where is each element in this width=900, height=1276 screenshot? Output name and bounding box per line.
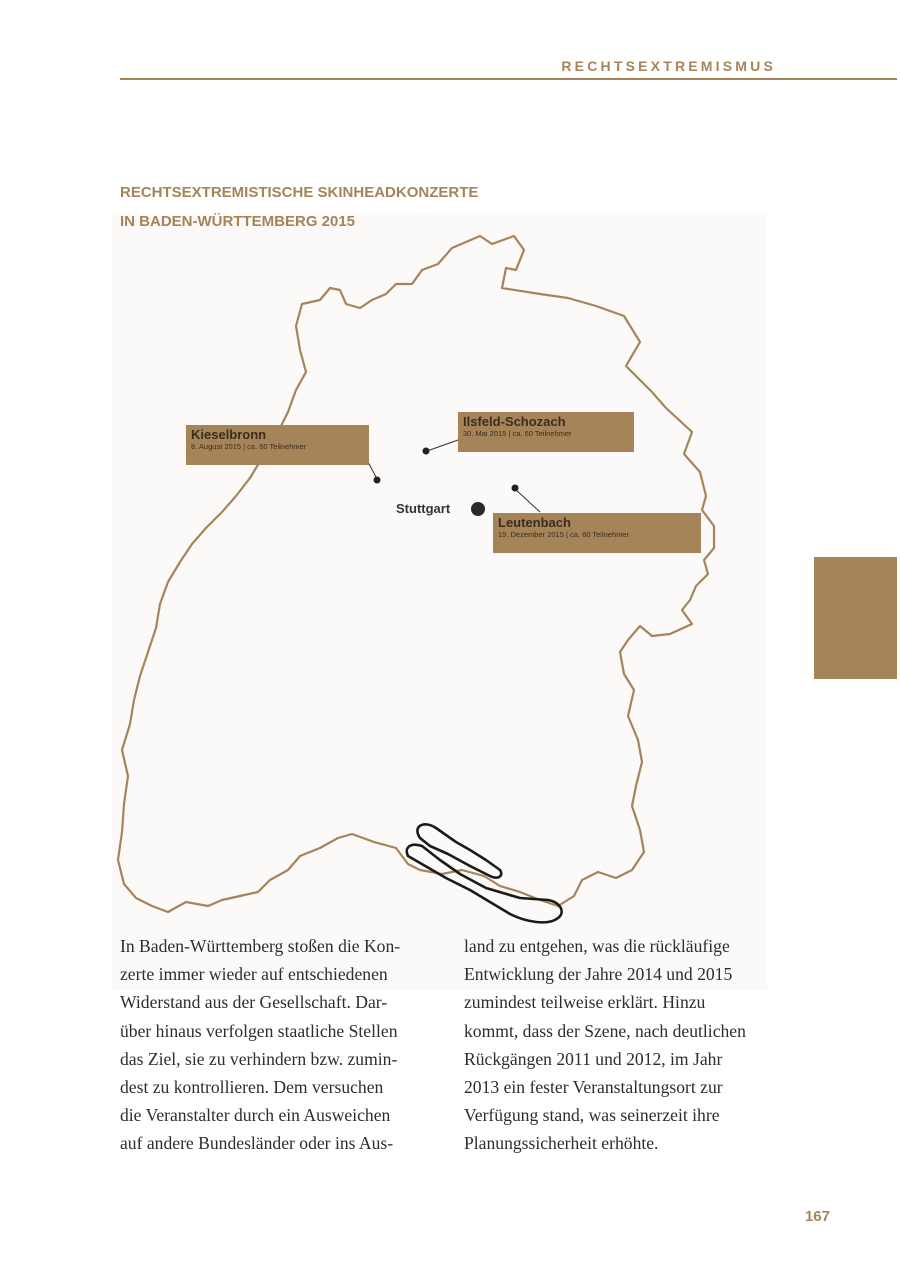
leutenbach-leader xyxy=(515,489,540,512)
body-line: land zu entgehen, was die rückläufige xyxy=(464,936,730,956)
body-line: über hinaus verfolgen staatliche Stellen xyxy=(120,1020,398,1041)
map-title-line-2: IN BADEN-WÜRTTEMBERG 2015 xyxy=(120,213,356,230)
stuttgart-dot xyxy=(471,502,485,516)
body-line: zerte immer wieder auf entschiedenen xyxy=(120,964,388,985)
state-border xyxy=(118,236,714,912)
section-header: RECHTSEXTREMISMUS xyxy=(561,58,776,74)
marker-place: Kieselbronn xyxy=(191,427,267,442)
marker-place: Ilsfeld-Schozach xyxy=(463,414,566,429)
body-line: auf andere Bundesländer oder ins Aus- xyxy=(120,1133,394,1154)
body-line: kommt, dass der Szene, nach deutlichen xyxy=(464,1020,746,1041)
marker-detail: 8. August 2015 | ca. 60 Teilnehmer xyxy=(191,442,307,451)
body-line: zumindest teilweise erklärt. Hinzu xyxy=(464,992,706,1013)
chapter-thumb-tab xyxy=(814,557,897,679)
body-line: die Veranstalter durch ein Ausweichen xyxy=(120,1105,391,1126)
body-text-left xyxy=(120,932,432,1158)
body-line: Verfügung stand, was seinerzeit ihre xyxy=(464,1105,720,1126)
ilsfeld-dot xyxy=(423,448,430,455)
body-line: 2013 ein fester Veranstaltungsort zur xyxy=(464,1077,723,1098)
marker-place: Leutenbach xyxy=(498,515,571,530)
body-text-right xyxy=(464,932,780,1158)
kieselbronn-dot xyxy=(374,477,381,484)
body-line: Widerstand aus der Gesellschaft. Dar- xyxy=(120,992,388,1013)
map-title-line-1: RECHTSEXTREMISTISCHE SKINHEADKONZERTE xyxy=(120,184,479,201)
body-line: Rückgängen 2011 und 2012, im Jahr xyxy=(464,1048,723,1069)
body-line: das Ziel, sie zu verhindern bzw. zumin- xyxy=(120,1048,398,1069)
page-number: 167 xyxy=(804,1208,830,1225)
marker-leutenbach xyxy=(493,513,701,553)
city-label-stuttgart: Stuttgart xyxy=(396,501,451,516)
body-line: Planungssicherheit erhöhte. xyxy=(464,1133,659,1154)
leutenbach-dot xyxy=(512,485,519,492)
body-line: dest zu kontrollieren. Dem versuchen xyxy=(120,1077,384,1098)
marker-ilsfeld-schozach xyxy=(458,412,634,452)
body-line: Entwicklung der Jahre 2014 und 2015 xyxy=(464,964,733,985)
lake-constance xyxy=(407,824,562,922)
marker-kieselbronn xyxy=(186,425,369,465)
body-line: In Baden-Württemberg stoßen die Kon- xyxy=(120,936,401,956)
ilsfeld-leader xyxy=(427,440,458,451)
marker-detail: 19. Dezember 2015 | ca. 60 Teilnehmer xyxy=(498,530,630,539)
marker-detail: 30. Mai 2015 | ca. 60 Teilnehmer xyxy=(463,429,572,438)
